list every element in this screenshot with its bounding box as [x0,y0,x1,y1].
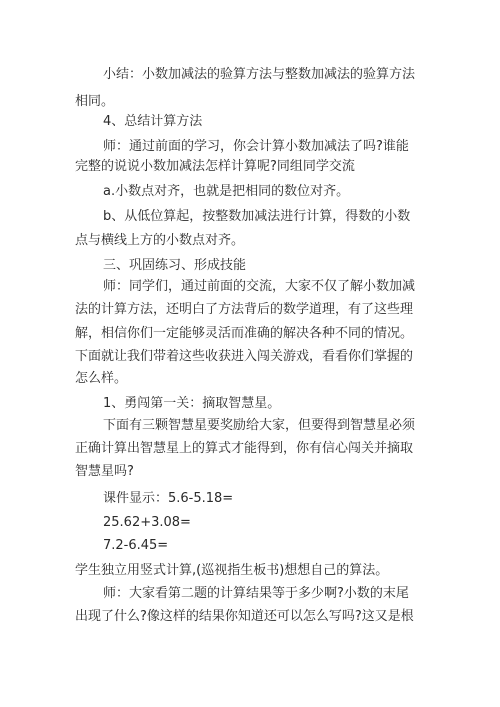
paragraph-line: 怎么样。 [75,371,128,386]
paragraph-line: 小结：小数加减法的验算方法与整数加减法的验算方法 [103,67,416,82]
section-heading: 1、勇闯第一关：摘取智慧星。 [103,396,281,411]
paragraph-line: 出现了什么?像这样的结果你知道还可以怎么写吗?这又是根 [75,609,414,624]
paragraph-line: 解，相信你们一定能够灵活而准确的解决各种不同的情况。 [75,326,414,341]
paragraph-line: 学生独立用竖式计算,(巡视指生板书)想想自己的算法。 [75,563,389,578]
paragraph-line: 正确计算出智慧星上的算式才能得到，你有信心闯关并摘取 [75,441,414,456]
paragraph-line: 师：同学们，通过前面的交流，大家不仅了解小数加减 [103,279,416,294]
section-heading: 4、总结计算方法 [103,114,203,129]
expression-line: 课件显示：5.6-5.18= [103,491,234,506]
paragraph-line: 下面就让我们带着这些收获进入闯关游戏，看看你们掌握的 [75,349,414,364]
paragraph-line: 点与横线上方的小数点对齐。 [75,233,245,248]
expression-line: 25.62+3.08= [103,515,191,530]
paragraph-line: 法的计算方法，还明白了方法背后的数学道理，有了这些理 [75,302,414,317]
paragraph-line: 下面有三颗智慧星要奖励给大家，但要得到智慧星必须 [103,418,416,433]
paragraph-line: 智慧星吗? [75,464,134,479]
paragraph-line: b、从低位算起，按整数加减法进行计算，得数的小数 [103,209,411,224]
paragraph-line: 完整的说说小数加减法怎样计算呢?同组同学交流 [75,159,355,174]
paragraph-line: 师：通过前面的学习，你会计算小数加减法了吗?谁能 [103,139,409,154]
paragraph-line: 相同。 [75,94,115,109]
paragraph-line: a.小数点对齐，也就是把相同的数位对齐。 [103,184,350,199]
paragraph-line: 师：大家看第二题的计算结果等于多少啊?小数的末尾 [103,586,409,601]
section-heading: 三、巩固练习、形成技能 [103,258,247,273]
expression-line: 7.2-6.45= [103,538,169,553]
